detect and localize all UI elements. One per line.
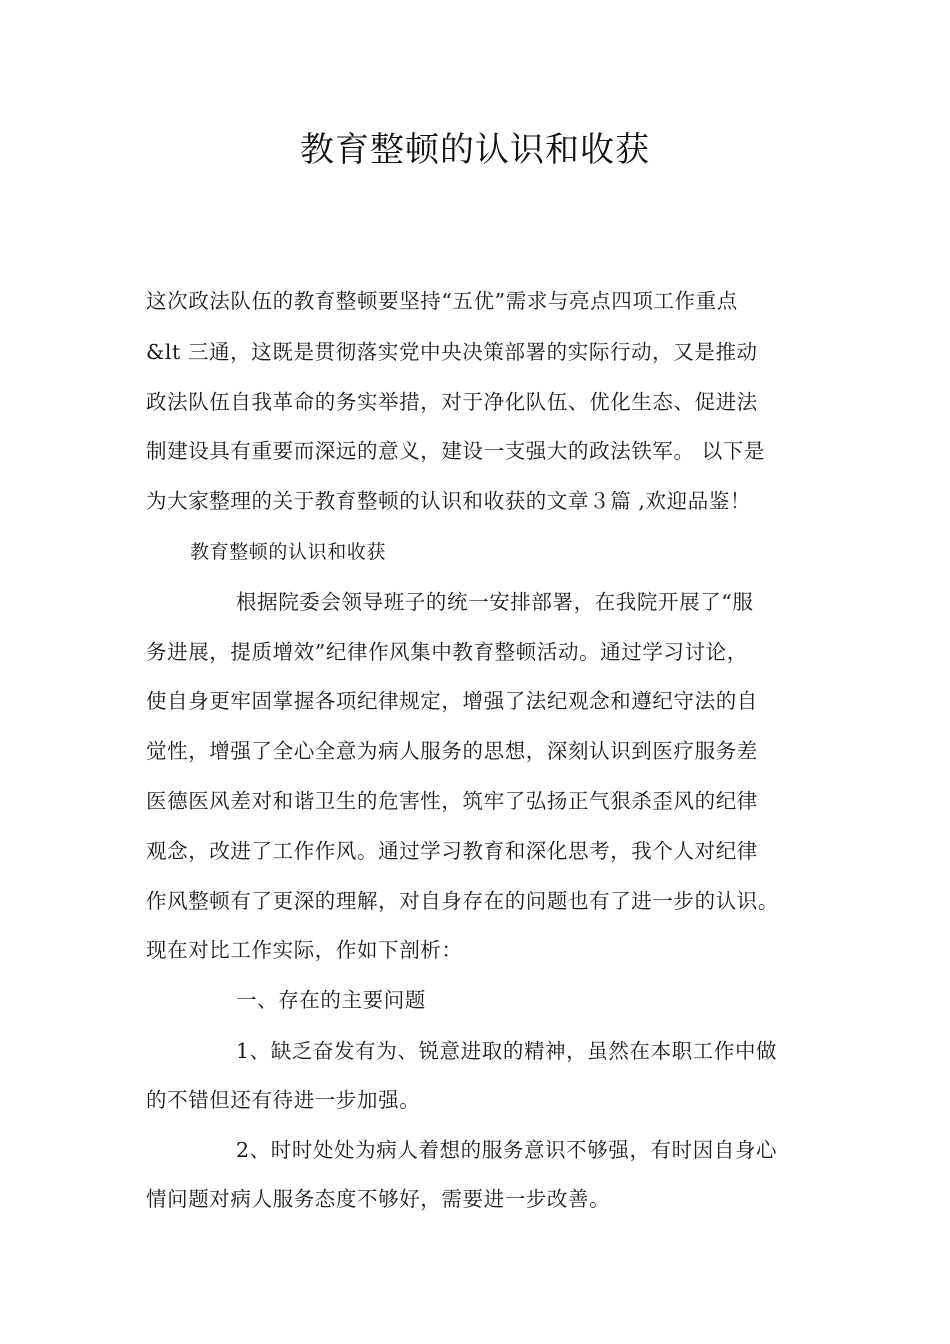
body-line-8: 现在对比工作实际，作如下剖析： — [146, 938, 463, 962]
item-2-line-2: 情问题对病人服务态度不够好，需要进一步改善。 — [146, 1187, 611, 1211]
item-2-line-1: 2、时时处处为病人着想的服务意识不够强，有时因自身心 — [236, 1138, 778, 1162]
body-line-6: 观念，改进了工作作风。通过学习教育和深化思考，我个人对纪律 — [146, 839, 758, 863]
intro-line-1: 这次政法队伍的教育整顿要坚持“五优”需求与亮点四项工作重点 — [146, 289, 738, 313]
body-line-5: 医德医风差对和谐卫生的危害性，筑牢了弘扬正气狠杀歪风的纪律 — [146, 789, 758, 813]
body-line-2: 务进展，提质增效”纪律作风集中教育整顿活动。通过学习讨论， — [146, 640, 748, 664]
section-heading: 一、存在的主要问题 — [236, 988, 426, 1012]
intro-line-2: &lt 三通，这既是贯彻落实党中央决策部署的实际行动，又是推动 — [146, 340, 758, 364]
item-1-line-2: 的不错但还有待进一步加强。 — [146, 1088, 421, 1112]
body-line-4: 觉性，增强了全心全意为病人服务的思想，深刻认识到医疗服务差 — [146, 739, 758, 763]
intro-line-4: 制建设具有重要而深远的意义，建设一支强大的政法铁军。 以下是 — [146, 439, 766, 463]
intro-line-3: 政法队伍自我革命的务实举措，对于净化队伍、优化生态、促进法 — [146, 390, 758, 414]
article-subtitle: 教育整顿的认识和收获 — [190, 541, 387, 563]
body-line-7: 作风整顿有了更深的理解，对自身存在的问题也有了进一步的认识。 — [146, 889, 779, 913]
body-line-3: 使自身更牢固掌握各项纪律规定，增强了法纪观念和遵纪守法的自 — [146, 689, 758, 713]
intro-line-5: 为大家整理的关于教育整顿的认识和收获的文章３篇 ,欢迎品鉴！ — [146, 489, 752, 513]
body-line-1: 根据院委会领导班子的统一安排部署，在我院开展了“服 — [236, 590, 754, 614]
item-1-line-1: 1、缺乏奋发有为、锐意进取的精神，虽然在本职工作中做 — [236, 1039, 778, 1063]
document-title: 教育整顿的认识和收获 — [300, 130, 650, 170]
